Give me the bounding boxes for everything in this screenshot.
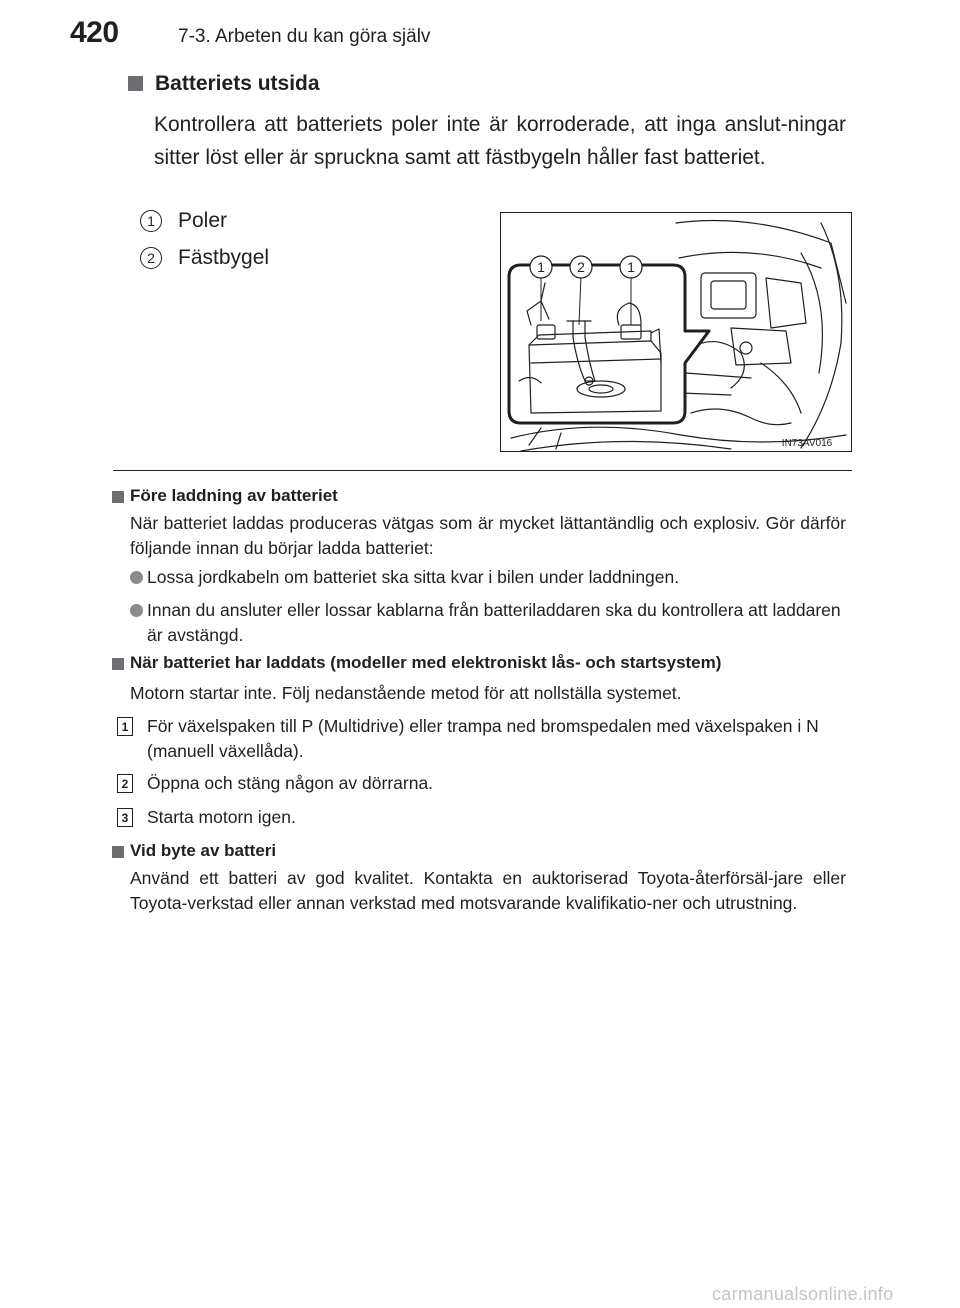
- step-number-box: 3: [117, 808, 133, 827]
- section-divider: [113, 470, 852, 471]
- callout-bracket: 2: [577, 259, 585, 275]
- subheading-marker-square: [112, 491, 124, 503]
- heading-marker-square: [128, 76, 143, 91]
- heading-after-charging: När batteriet har laddats (modeller med elektroniskt lås- och startsystem): [130, 653, 722, 672]
- step-item: För växelspaken till P (Multidrive) eller trampa ned bromspedalen med växelspaken i N (manuell växellåda).: [147, 716, 819, 761]
- bullet-dot: [130, 604, 143, 617]
- legend-number: 1: [140, 210, 162, 232]
- heading-battery-outside: Batteriets utsida: [155, 72, 320, 95]
- legend-label: Fästbygel: [178, 246, 270, 269]
- bullet-dot: [130, 571, 143, 584]
- page-number: 420: [70, 16, 119, 49]
- legend-item-terminals: [140, 206, 227, 236]
- bullet-item: Innan du ansluter eller lossar kablarna från batteriladdaren ska du kontrollera att laddaren är avstängd.: [147, 600, 841, 645]
- battery-line-drawing: [501, 213, 852, 452]
- step-item: Öppna och stäng någon av dörrarna.: [147, 773, 434, 793]
- legend-item-bracket: [140, 243, 269, 273]
- after-charging-text: Motorn startar inte. Följ nedanstående metod för att nollställa systemet.: [130, 683, 682, 703]
- heading-battery-replacement: Vid byte av batteri: [130, 841, 277, 860]
- section-header: 7-3. Arbeten du kan göra själv: [178, 26, 431, 47]
- watermark: carmanualsonline.info: [712, 1284, 894, 1304]
- engine-bay-illustration: [500, 212, 852, 452]
- legend-label: Poler: [178, 209, 228, 232]
- step-number-box: 1: [117, 717, 133, 736]
- step-number-box: 2: [117, 774, 133, 793]
- step-item: Starta motorn igen.: [147, 807, 296, 827]
- before-charging-text: När batteriet laddas produceras vätgas som är mycket lättantändlig och explosiv. Gör därför följande innan du börjar ladda batteriet:: [130, 513, 846, 558]
- subheading-marker-square: [112, 658, 124, 670]
- callout-terminal-right: 1: [627, 259, 635, 275]
- subheading-marker-square: [112, 846, 124, 858]
- bullet-item: Lossa jordkabeln om batteriet ska sitta kvar i bilen under laddningen.: [147, 567, 680, 587]
- heading-before-charging: Före laddning av batteriet: [130, 486, 338, 505]
- battery-replacement-text: Använd ett batteri av god kvalitet. Kontakta en auktoriserad Toyota-återförsäl-jare eller Toyota-verkstad eller annan verkstad med motsvarande kvalifikatio-ner och utrustning.: [130, 868, 846, 913]
- battery-outside-text: Kontrollera att batteriets poler inte är korroderade, att inga anslut-ningar sitter löst eller är spruckna samt att fästbygeln håller fast batteriet.: [154, 113, 846, 169]
- figure-code: IN73AV016: [781, 438, 833, 449]
- legend-number: 2: [140, 247, 162, 269]
- callout-terminal-left: 1: [537, 259, 545, 275]
